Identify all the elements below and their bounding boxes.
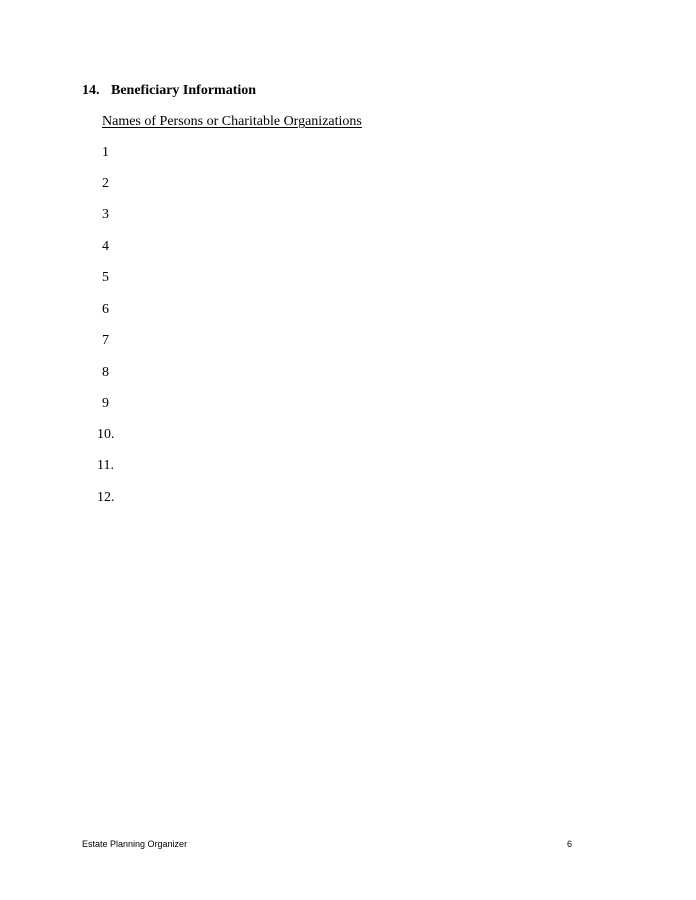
column-header: Names of Persons or Charitable Organizations [102, 114, 362, 129]
beneficiary-entry-8: 8 [102, 365, 109, 380]
beneficiary-entry-2: 2 [102, 176, 109, 191]
beneficiary-entry-6: 6 [102, 302, 109, 317]
section-number: 14. [82, 83, 100, 98]
footer-page-number: 6 [567, 839, 573, 849]
beneficiary-entry-11: 11. [97, 458, 114, 473]
beneficiary-entry-1: 1 [102, 145, 109, 160]
beneficiary-entry-7: 7 [102, 333, 109, 348]
beneficiary-entry-10: 10. [97, 427, 115, 442]
beneficiary-entry-3: 3 [102, 207, 109, 222]
footer-document-title: Estate Planning Organizer [82, 839, 188, 849]
beneficiary-entry-5: 5 [102, 270, 109, 285]
beneficiary-entry-4: 4 [102, 239, 109, 254]
beneficiary-entry-12: 12. [97, 490, 115, 505]
beneficiary-entry-9: 9 [102, 396, 109, 411]
section-title: Beneficiary Information [111, 83, 257, 98]
section-heading [82, 82, 256, 100]
